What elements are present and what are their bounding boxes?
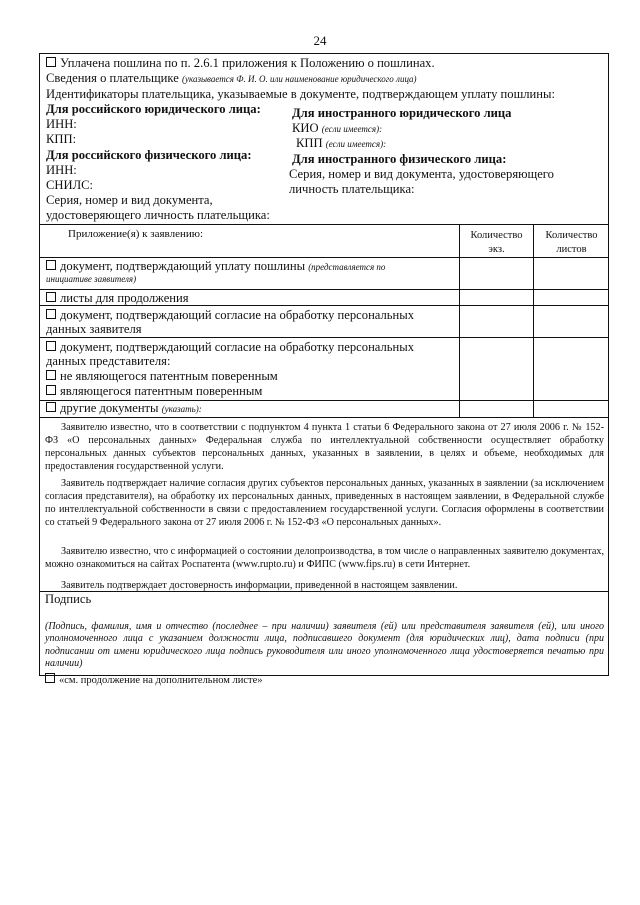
not-attorney-checkbox[interactable] [46,370,56,380]
signature-label: Подпись [45,592,92,606]
table-header-bottom [39,257,609,258]
foreign-kio-label: КИО [292,121,319,135]
col-copies-header [460,229,533,257]
continuation-text: «см. продолжение на дополнительном листе» [59,675,263,686]
ru-legal-inn-label: ИНН: [46,117,77,131]
ru-person-inn-label: ИНН: [46,163,77,177]
foreign-kpp-note: (если имеется): [325,139,387,149]
attachments-header: Приложение(я) к заявлению: [68,228,204,240]
representative-option-attorney [46,384,262,399]
continuation-sheets-text: листы для продолжения [60,291,189,305]
attorney-text: являющегося патентным поверенным [60,384,263,398]
attachment-row-continuation-sheets [46,291,189,306]
ru-person-doc-line1: Серия, номер и вид документа, [46,193,213,207]
foreign-kio-note: (если имеется): [321,124,383,134]
notice-p1-text: Заявителю известно, что в соответствии с подпунктом 4 пункта 1 статьи 6 Федерального закона от 27 июля 2006 г. № 152-ФЗ «О персональных данных» Федеральная служба по интеллектуальной собственности осуществляет обработку персональных данных субъектов персональных данных, указанных в заявлении, в целях и объеме, необходимых для предоставления государственной услуги. [45,422,604,473]
other-documents-text: другие документы [60,401,159,415]
representative-option-not-attorney [46,369,278,384]
continuation-note [45,673,263,686]
notice-p4-text: Заявитель подтверждает достоверность информации, приведенной в настоящем заявлении. [61,580,458,591]
foreign-person-heading: Для иностранного физического лица: [292,152,507,166]
representative-consent-checkbox[interactable] [46,341,56,351]
page-number: 24 [313,33,327,48]
representative-consent-line2: данных представителя: [46,354,171,368]
foreign-kpp-label: КПП [296,136,323,150]
payer-info-label: Сведения о плательщике [46,71,179,85]
foreign-legal-heading: Для иностранного юридического лица [292,106,512,120]
attachment-row-other-documents [46,401,202,417]
signature-note: (Подпись, фамилия, имя и отчество (последнее – при наличии) заявителя (ей) или представителя заявителя (ей), или иного уполномоченного лица с указанием должности лица, подписавшего документ (для юридических лиц), дата подписи (при подписании от имени юридического лица подпись руководителя или иного уполномоченного лица удостоверяется печатью при наличии) [45,621,604,670]
other-documents-checkbox[interactable] [46,402,56,412]
payer-identifiers-label: Идентификаторы плательщика, указываемые в документе, подтверждающем уплату пошлины: [46,87,555,101]
applicant-consent-checkbox[interactable] [46,309,56,319]
foreign-person-doc-line2: личность плательщика: [289,182,415,196]
col-sheets-header-line1: Количество [545,230,598,241]
notice-personal-data-processing [45,421,604,473]
attachment-row-representative-consent [46,340,414,355]
fee-document-note-1: (представляется по [308,262,386,272]
fee-paid-line [46,56,435,71]
attachment-row-applicant-consent [46,308,414,323]
fee-paid-text: Уплачена пошлина по п. 2.6.1 приложения к Положению о пошлинах. [60,56,435,70]
col-sheets-header [534,229,609,257]
continuation-checkbox[interactable] [45,673,55,683]
table-top-border [39,224,609,225]
ru-person-snils-label: СНИЛС: [46,178,94,192]
not-attorney-text: не являющегося патентным поверенным [60,369,278,383]
fee-document-checkbox[interactable] [46,260,56,270]
payer-info-note: (указывается Ф. И. О. или наименование юридического лица) [181,74,417,84]
table-row-divider-3 [39,337,609,338]
foreign-person-doc-line1: Серия, номер и вид документа, удостоверяющего [289,167,554,181]
fee-document-text: документ, подтверждающий уплату пошлины [60,259,306,273]
representative-consent-line1: документ, подтверждающий согласие на обработку персональных [60,340,415,354]
notice-p2-text: Заявитель подтверждает наличие согласия других субъектов персональных данных, указанных в заявлении (за исключением согласия представителя), на обработку их персональных данных, приведенных в настоящем заявлении, в Федеральной службе по интеллектуальной собственности в связи с предоставлением государственной услуги. Согласия оформлены в соответствии со статьей 9 Федерального закона от 27 июля 2006 г. № 152-ФЗ «О персональных данных». [45,478,604,529]
applicant-consent-line2: данных заявителя [46,322,142,336]
attachment-row-fee-document [46,259,385,275]
ru-legal-kpp-label: КПП: [46,132,77,146]
notice-consent-confirmation [45,477,604,529]
signature-section-top-border [39,591,609,592]
col-copies-header-line2: экз. [488,244,505,255]
ru-person-heading: Для российского физического лица: [46,148,252,162]
applicant-consent-line1: документ, подтверждающий согласие на обработку персональных [60,308,415,322]
notice-case-status-info [45,545,604,571]
table-row-divider-1 [39,289,609,290]
ru-person-doc-line2: удостоверяющего личность плательщика: [46,208,270,222]
payer-info-line [46,71,417,87]
fee-document-note-2: инициативе заявителя) [46,274,137,284]
foreign-kio-line [292,121,382,137]
attorney-checkbox[interactable] [46,385,56,395]
notice-p3-text: Заявителю известно, что с информацией о состоянии делопроизводства, в том числе о направленных заявителю документах, можно ознакомиться на сайтах Роспатента (www.rupto.ru) и ФИПС (www.fips.ru) в сети Интернет. [45,546,604,571]
fee-paid-checkbox[interactable] [46,57,56,67]
col-copies-header-line1: Количество [470,230,523,241]
continuation-sheets-checkbox[interactable] [46,292,56,302]
foreign-kpp-line [296,136,386,152]
col-sheets-header-line2: листов [556,244,587,255]
other-documents-note: (указать): [161,404,202,414]
ru-legal-heading: Для российского юридического лица: [46,102,261,116]
table-bottom-border [39,417,609,418]
